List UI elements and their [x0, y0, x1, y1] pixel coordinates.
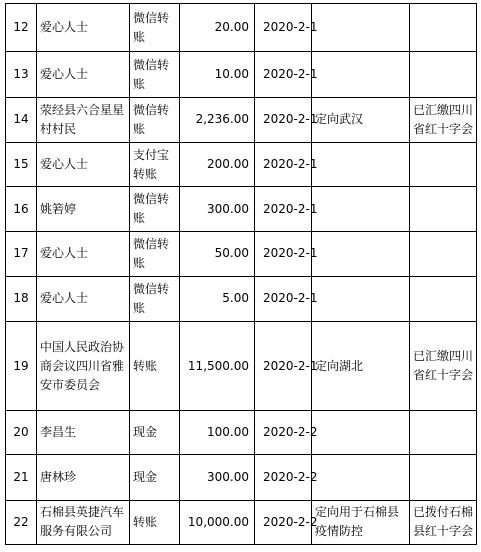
row-number: 14	[6, 97, 37, 142]
purpose	[312, 276, 410, 321]
amount: 5.00	[180, 276, 255, 321]
note	[410, 142, 477, 186]
date: 2020-2-2	[263, 470, 318, 485]
amount: 50.00	[180, 232, 255, 276]
payment-method: 微信转账	[130, 276, 180, 321]
date-cell	[255, 455, 318, 500]
table-row	[6, 500, 477, 544]
payment-method: 微信转账	[130, 97, 180, 142]
note: 已汇缴四川省红十字会	[410, 321, 477, 410]
amount: 11,500.00	[180, 321, 255, 410]
table-row	[6, 4, 477, 52]
payment-method: 转账	[130, 321, 180, 410]
purpose: 定向湖北	[312, 321, 410, 410]
row-number: 17	[6, 232, 37, 276]
amount: 100.00	[180, 411, 255, 455]
amount: 20.00	[180, 4, 255, 52]
date-cell	[255, 500, 318, 544]
date-cell	[255, 276, 318, 321]
amount: 200.00	[180, 142, 255, 186]
purpose: 定向武汉	[312, 97, 410, 142]
date-cell	[255, 321, 318, 410]
payment-method: 现金	[130, 455, 180, 500]
date: 2020-2-1	[263, 246, 318, 261]
purpose	[312, 52, 410, 97]
date-cell	[255, 52, 318, 97]
amount: 300.00	[180, 187, 255, 232]
amount: 2,236.00	[180, 97, 255, 142]
table-row	[6, 321, 477, 410]
row-number: 21	[6, 455, 37, 500]
donor-name: 唐林珍	[37, 455, 130, 500]
row-number: 22	[6, 500, 37, 544]
table-row	[6, 411, 477, 455]
note: 已拨付石棉县红十字会	[410, 500, 477, 544]
date: 2020-2-1	[263, 201, 318, 216]
date-cell	[255, 4, 318, 52]
payment-method: 转账	[130, 500, 180, 544]
donor-name: 姚箬婷	[37, 187, 130, 232]
purpose	[312, 142, 410, 186]
date-cell	[255, 411, 318, 455]
date-cell	[255, 97, 318, 142]
row-number: 12	[6, 4, 37, 52]
date: 2020-2-1	[263, 20, 318, 35]
note	[410, 276, 477, 321]
donor-name: 李昌生	[37, 411, 130, 455]
row-number: 15	[6, 142, 37, 186]
table-row	[6, 455, 477, 500]
note	[410, 4, 477, 52]
row-number: 16	[6, 187, 37, 232]
payment-method: 微信转账	[130, 187, 180, 232]
note	[410, 455, 477, 500]
date-cell	[255, 187, 318, 232]
note	[410, 411, 477, 455]
donation-table	[5, 3, 477, 545]
date: 2020-2-1	[263, 112, 318, 127]
row-number: 13	[6, 52, 37, 97]
donor-name: 爱心人士	[37, 4, 130, 52]
donor-name: 荥经县六合星星村村民	[37, 97, 130, 142]
purpose: 定向用于石棉县疫情防控	[312, 500, 410, 544]
note	[410, 187, 477, 232]
date: 2020-2-2	[263, 425, 318, 440]
payment-method: 现金	[130, 411, 180, 455]
note: 已汇缴四川省红十字会	[410, 97, 477, 142]
amount: 300.00	[180, 455, 255, 500]
amount: 10.00	[180, 52, 255, 97]
purpose	[312, 187, 410, 232]
date-cell	[255, 142, 318, 186]
row-number: 18	[6, 276, 37, 321]
payment-method: 支付宝转账	[130, 142, 180, 186]
donor-name: 中国人民政治协商会议四川省雅安市委员会	[37, 321, 130, 410]
payment-method: 微信转账	[130, 4, 180, 52]
purpose	[312, 232, 410, 276]
note	[410, 232, 477, 276]
date: 2020-2-1	[263, 67, 318, 82]
table-row	[6, 276, 477, 321]
table-row	[6, 187, 477, 232]
date: 2020-2-1	[263, 291, 318, 306]
purpose	[312, 4, 410, 52]
date: 2020-2-1	[263, 157, 318, 172]
donor-name: 爱心人士	[37, 142, 130, 186]
donor-name: 爱心人士	[37, 276, 130, 321]
table-row	[6, 142, 477, 186]
note	[410, 52, 477, 97]
date: 2020-2-1	[263, 358, 318, 373]
date-cell	[255, 232, 318, 276]
table-row	[6, 52, 477, 97]
payment-method: 微信转账	[130, 232, 180, 276]
donor-name: 爱心人士	[37, 52, 130, 97]
payment-method: 微信转账	[130, 52, 180, 97]
purpose	[312, 455, 410, 500]
date: 2020-2-2	[263, 514, 318, 529]
purpose	[312, 411, 410, 455]
table-row	[6, 232, 477, 276]
donor-name: 石棉县英捷汽车服务有限公司	[37, 500, 130, 544]
donor-name: 爱心人士	[37, 232, 130, 276]
row-number: 19	[6, 321, 37, 410]
amount: 10,000.00	[180, 500, 255, 544]
table-row	[6, 97, 477, 142]
row-number: 20	[6, 411, 37, 455]
